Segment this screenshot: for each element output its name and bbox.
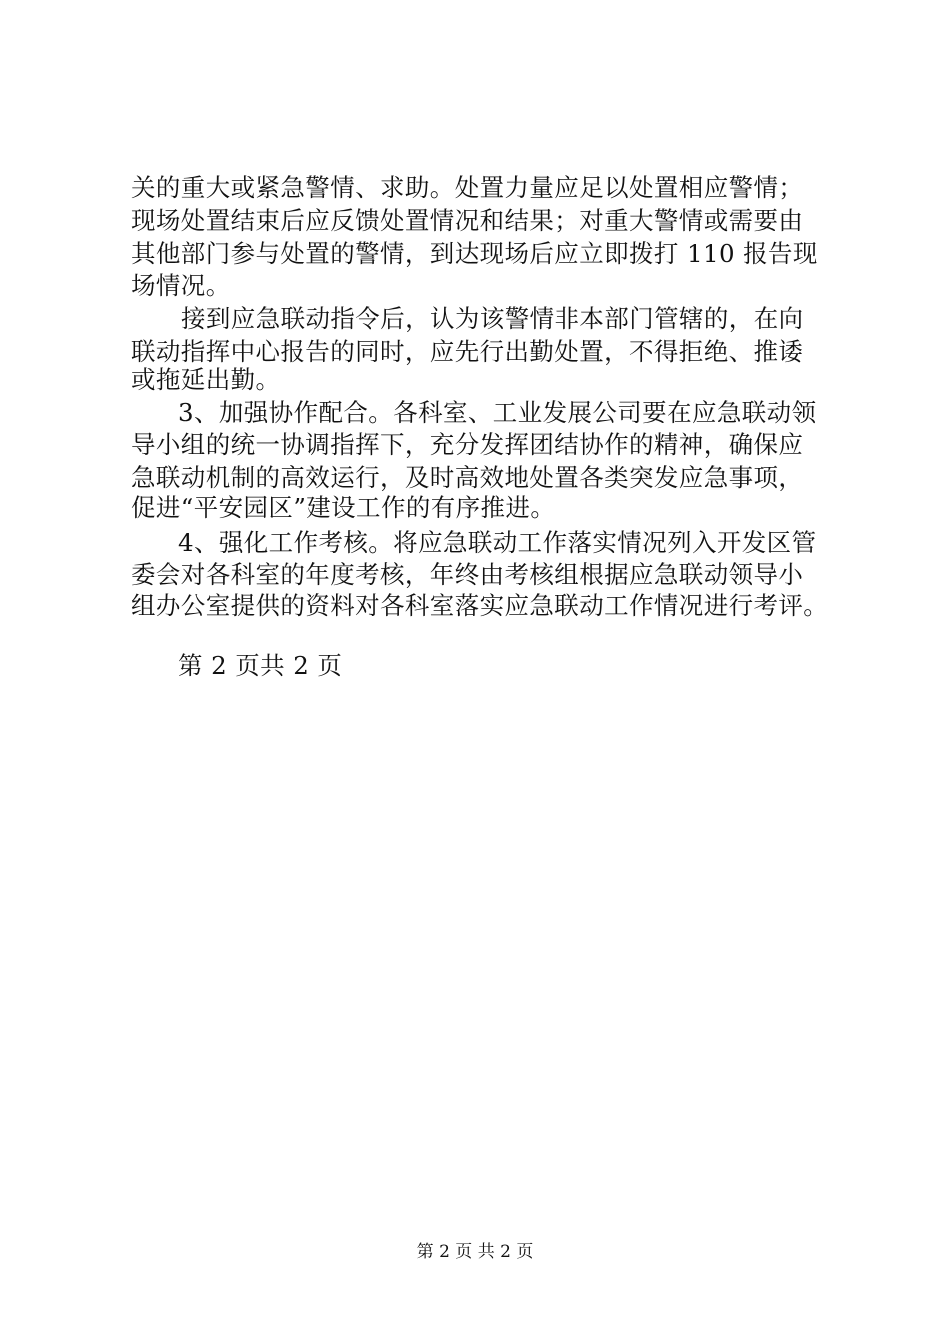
paragraph-line: 关的重大或紧急警情、求助。处置力量应足以处置相应警情； bbox=[131, 173, 804, 202]
paragraph-line: 3、加强协作配合。各科室、工业发展公司要在应急联动领 bbox=[178, 398, 817, 427]
paragraph-line: 组办公室提供的资料对各科室落实应急联动工作情况进行考评。 bbox=[131, 591, 829, 620]
paragraph-line: 场情况。 bbox=[131, 271, 231, 300]
paragraph-line: 现场处置结束后应反馈处置情况和结果；对重大警情或需要由 bbox=[131, 206, 804, 235]
paragraph-line: 接到应急联动指令后，认为该警情非本部门管辖的，在向 bbox=[181, 304, 804, 333]
page-number-note: 第 2 页共 2 页 bbox=[178, 651, 343, 680]
paragraph-line: 4、强化工作考核。将应急联动工作落实情况列入开发区管 bbox=[178, 528, 817, 557]
paragraph-line: 促进“平安园区”建设工作的有序推进。 bbox=[131, 493, 556, 522]
paragraph-line: 或拖延出勤。 bbox=[131, 365, 281, 394]
page-footer: 第 2 页 共 2 页 bbox=[416, 1242, 534, 1262]
paragraph-line: 委会对各科室的年度考核，年终由考核组根据应急联动领导小 bbox=[131, 560, 804, 589]
paragraph-line: 急联动机制的高效运行，及时高效地处置各类突发应急事项， bbox=[131, 463, 804, 492]
paragraph-line: 联动指挥中心报告的同时，应先行出勤处置，不得拒绝、推诿 bbox=[131, 337, 804, 366]
paragraph-line: 导小组的统一协调指挥下，充分发挥团结协作的精神，确保应 bbox=[131, 430, 804, 459]
paragraph-line: 其他部门参与处置的警情，到达现场后应立即拨打 110 报告现 bbox=[131, 239, 818, 268]
